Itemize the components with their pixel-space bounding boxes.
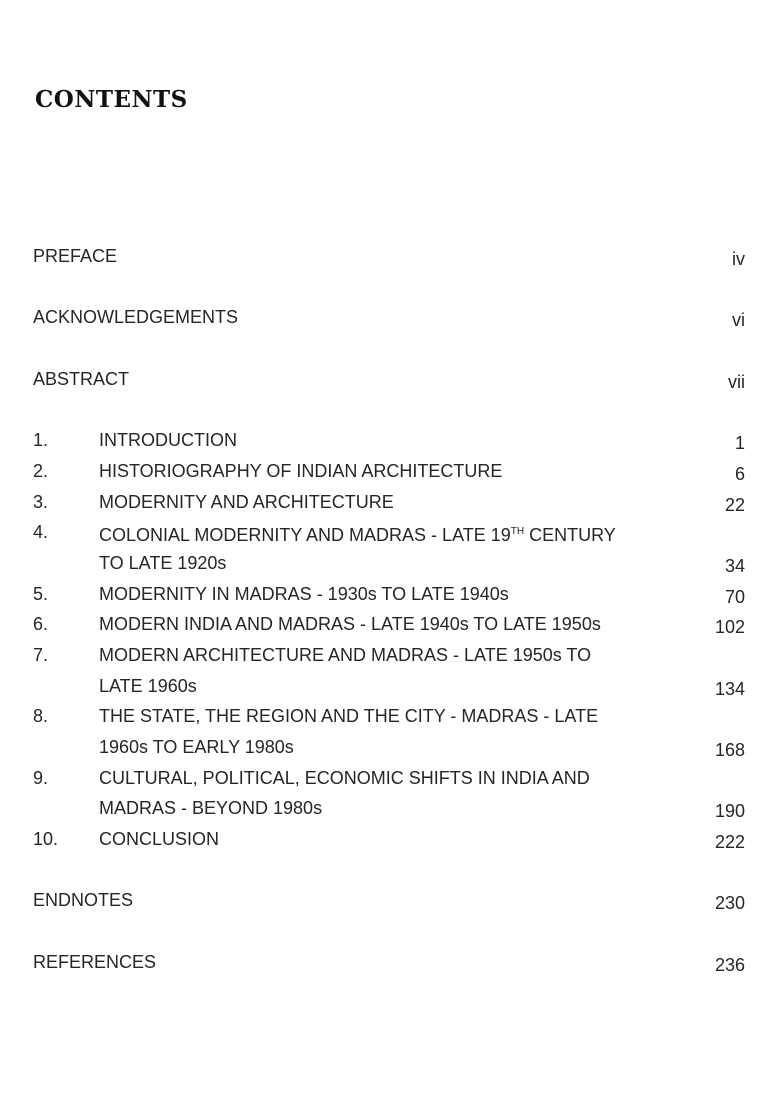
chapter-number: 10.	[33, 829, 59, 850]
chapter-title: MODERN ARCHITECTURE AND MADRAS - LATE 1950s TO	[99, 644, 592, 665]
chapter-title: LATE 1960s	[99, 675, 197, 696]
chapter-title: CULTURAL, POLITICAL, ECONOMIC SHIFTS IN INDIA AND	[99, 767, 590, 788]
chapter-entry[interactable]	[33, 517, 745, 548]
toc-entry-label: REFERENCES	[33, 951, 157, 972]
chapter-entry[interactable]	[33, 425, 745, 456]
chapter-entry[interactable]	[33, 824, 745, 855]
chapter-entry[interactable]	[33, 763, 745, 794]
chapter-number: 4.	[33, 522, 49, 543]
toc-entry-label: ABSTRACT	[33, 368, 130, 389]
chapter-entry-continuation[interactable]	[33, 793, 745, 824]
page-title: CONTENTS	[35, 86, 188, 113]
chapter-title-line	[99, 517, 616, 551]
chapter-title: COLONIAL MODERNITY AND MADRAS - LATE 19	[99, 525, 511, 546]
toc-page-number: 222	[714, 832, 745, 853]
toc-entry[interactable]	[33, 885, 745, 916]
chapter-entry[interactable]	[33, 456, 745, 487]
toc-page-number: 134	[714, 678, 745, 699]
toc-page-number: 102	[714, 617, 745, 638]
chapter-title: INTRODUCTION	[99, 430, 237, 451]
toc-page-number: 230	[714, 893, 745, 914]
chapter-title: HISTORIOGRAPHY OF INDIAN ARCHITECTURE	[99, 460, 503, 481]
chapter-title-rest: CENTURY	[524, 525, 616, 546]
toc-page-number: vi	[732, 310, 745, 331]
chapter-number: 7.	[33, 644, 49, 665]
chapter-number: 6.	[33, 614, 49, 635]
chapter-entry[interactable]	[33, 579, 745, 610]
superscript: TH	[510, 526, 525, 538]
chapter-entry[interactable]	[33, 640, 745, 671]
chapter-title: MODERN INDIA AND MADRAS - LATE 1940s TO LATE 1950s	[99, 614, 601, 635]
toc-page-number: iv	[732, 249, 745, 269]
chapter-entry[interactable]	[33, 487, 745, 518]
chapter-number: 5.	[33, 583, 49, 604]
toc-entry-label: ENDNOTES	[33, 890, 134, 911]
chapter-entry-continuation[interactable]	[33, 548, 745, 579]
chapter-title: MODERNITY AND ARCHITECTURE	[99, 491, 394, 512]
chapter-entry-continuation[interactable]	[33, 671, 745, 702]
toc-page-number: 34	[724, 555, 745, 576]
toc-page-number: 6	[734, 463, 745, 484]
chapter-number: 1.	[33, 430, 49, 451]
toc-entry[interactable]	[33, 364, 745, 395]
chapter-number: 2.	[33, 460, 49, 481]
chapter-number: 9.	[33, 767, 49, 788]
chapter-title: MODERNITY IN MADRAS - 1930s TO LATE 1940s	[99, 583, 509, 604]
chapter-entry-continuation[interactable]	[33, 732, 745, 763]
chapter-title: TO LATE 1920s	[99, 552, 227, 573]
toc-page-number: 236	[714, 954, 745, 975]
toc-page-number: 22	[724, 494, 745, 515]
toc-entry-label: PREFACE	[33, 246, 118, 266]
toc-entry[interactable]	[33, 947, 745, 978]
toc-page-number: 1	[734, 433, 745, 454]
toc-page-number: 168	[714, 740, 745, 760]
chapter-title: 1960s TO EARLY 1980s	[99, 737, 294, 757]
chapter-number: 3.	[33, 491, 49, 512]
chapter-title: MADRAS - BEYOND 1980s	[99, 798, 323, 819]
toc-entry[interactable]	[33, 302, 745, 333]
table-of-contents	[33, 241, 745, 978]
chapter-title: THE STATE, THE REGION AND THE CITY - MADRAS - LATE	[99, 706, 599, 727]
toc-page-number: 190	[714, 801, 745, 822]
toc-entry-label: ACKNOWLEDGEMENTS	[33, 307, 239, 328]
toc-page-number: vii	[728, 371, 745, 392]
toc-page-number: 70	[724, 586, 745, 607]
chapter-entry[interactable]	[33, 609, 745, 640]
chapter-title: CONCLUSION	[99, 829, 220, 850]
chapter-number: 8.	[33, 706, 49, 727]
chapter-entry[interactable]	[33, 701, 745, 732]
toc-entry[interactable]	[33, 241, 745, 272]
